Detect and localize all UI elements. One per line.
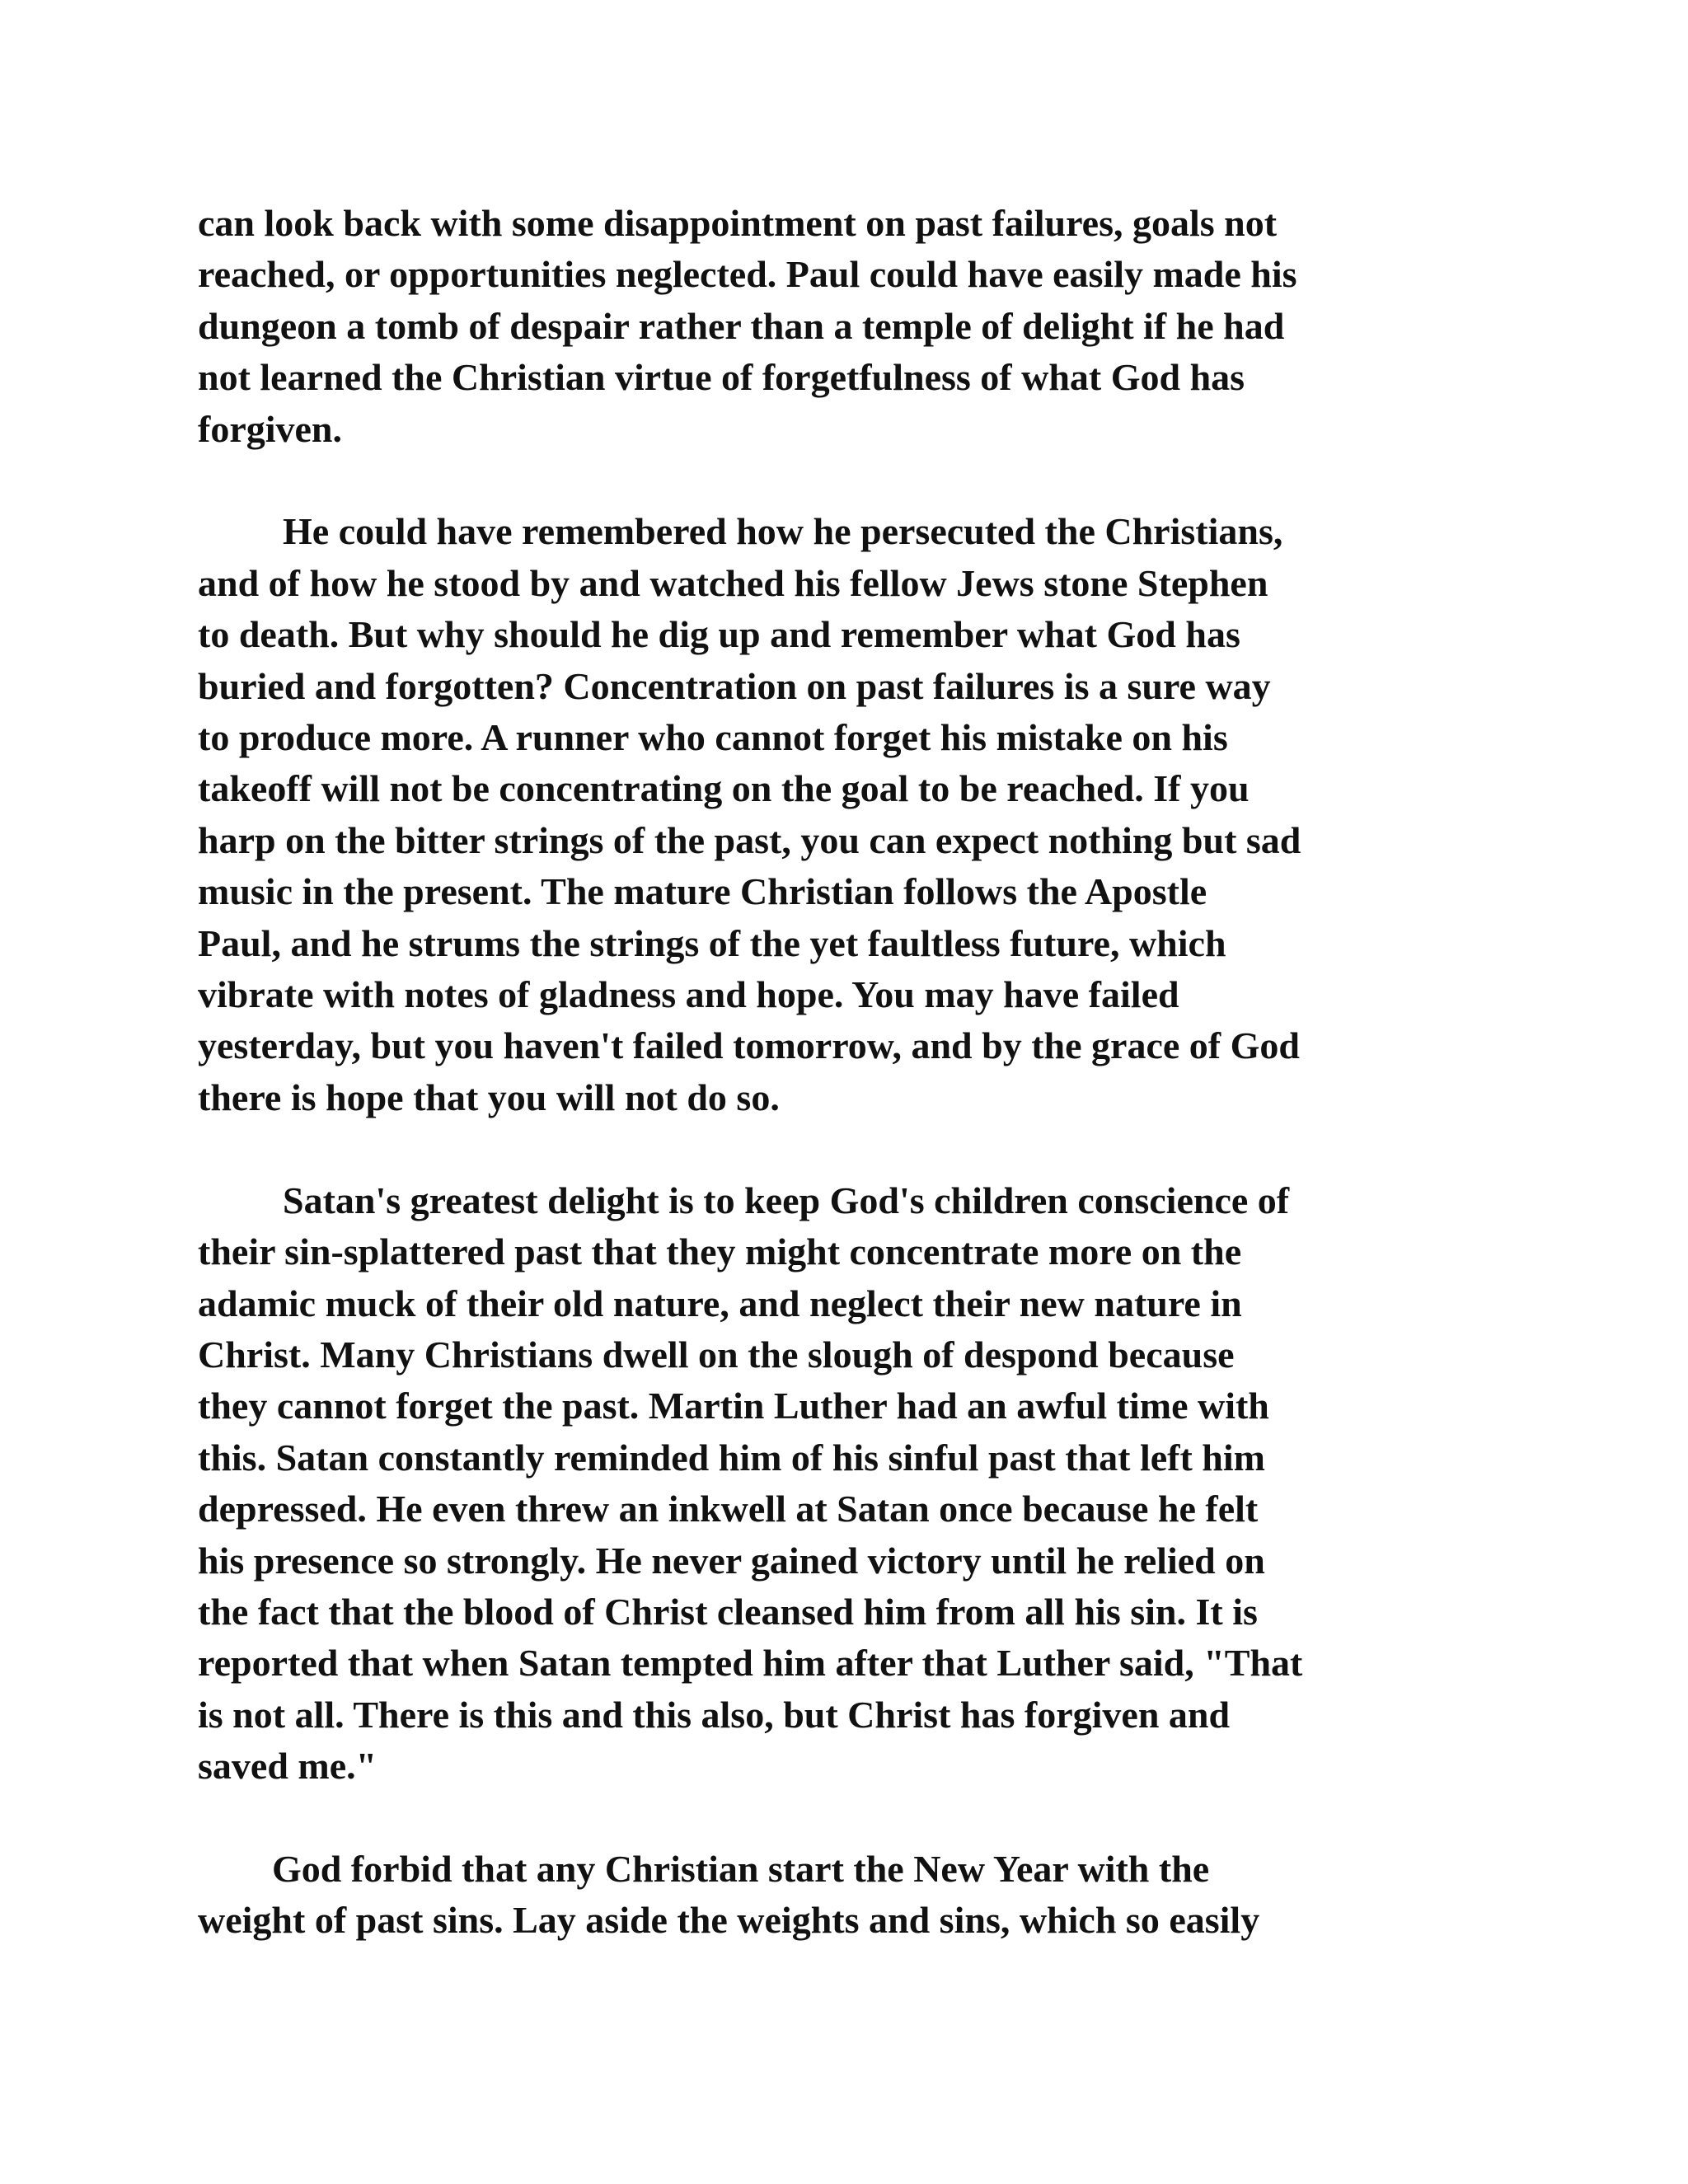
paragraph-gap bbox=[198, 1793, 1484, 1844]
text-line: weight of past sins. Lay aside the weights and sins, which so easily bbox=[198, 1899, 1260, 1942]
text-line: God forbid that any Christian start the New Year with the bbox=[272, 1847, 1210, 1890]
text-line: his presence so strongly. He never gained victory until he relied on bbox=[198, 1539, 1265, 1582]
text-line: Christ. Many Christians dwell on the slough of despond because bbox=[198, 1333, 1235, 1376]
text-line: there is hope that you will not do so. bbox=[198, 1076, 780, 1118]
text-line: not learned the Christian virtue of forgetfulness of what God has bbox=[198, 356, 1245, 399]
text-line: their sin-splattered past that they might concentrate more on the bbox=[198, 1230, 1242, 1273]
text-line: forgiven. bbox=[198, 407, 343, 450]
text-line: dungeon a tomb of despair rather than a temple of delight if he had bbox=[198, 304, 1285, 347]
paragraph-1 bbox=[198, 198, 1484, 455]
body-text bbox=[198, 198, 1484, 1947]
text-line: this. Satan constantly reminded him of his sinful past that left him bbox=[198, 1436, 1265, 1479]
paragraph-4 bbox=[198, 1844, 1484, 1947]
text-line: to produce more. A runner who cannot forget his mistake on his bbox=[198, 716, 1228, 759]
text-line: adamic muck of their old nature, and neglect their new nature in bbox=[198, 1282, 1242, 1324]
text-line: reported that when Satan tempted him after that Luther said, "That bbox=[198, 1642, 1303, 1685]
text-line: buried and forgotten? Concentration on past failures is a sure way bbox=[198, 664, 1271, 707]
paragraph-3 bbox=[198, 1175, 1484, 1793]
text-line: He could have remembered how he persecuted the Christians, bbox=[283, 510, 1283, 553]
text-line: takeoff will not be concentrating on the goal to be reached. If you bbox=[198, 767, 1250, 810]
text-line: Paul, and he strums the strings of the yet faultless future, which bbox=[198, 921, 1226, 964]
text-line: saved me." bbox=[198, 1745, 377, 1788]
text-line: to death. But why should he dig up and remember what God has bbox=[198, 613, 1240, 656]
text-line: the fact that the blood of Christ cleansed him from all his sin. It is bbox=[198, 1590, 1258, 1633]
text-line: and of how he stood by and watched his fellow Jews stone Stephen bbox=[198, 561, 1268, 604]
paragraph-2 bbox=[198, 506, 1484, 1123]
text-line: depressed. He even threw an inkwell at Satan once because he felt bbox=[198, 1488, 1259, 1530]
text-line: vibrate with notes of gladness and hope. You may have failed bbox=[198, 973, 1179, 1016]
text-line: yesterday, but you haven't failed tomorrow, and by the grace of God bbox=[198, 1024, 1300, 1067]
paragraph-gap bbox=[198, 1123, 1484, 1174]
text-line: Satan's greatest delight is to keep God's children conscience of bbox=[283, 1179, 1290, 1221]
text-line: they cannot forget the past. Martin Luther had an awful time with bbox=[198, 1385, 1269, 1427]
text-line: is not all. There is this and this also, but Christ has forgiven and bbox=[198, 1693, 1231, 1736]
text-line: can look back with some disappointment on past failures, goals not bbox=[198, 202, 1278, 244]
text-line: harp on the bitter strings of the past, you can expect nothing but sad bbox=[198, 818, 1301, 861]
text-line: music in the present. The mature Christian follows the Apostle bbox=[198, 870, 1207, 913]
paragraph-gap bbox=[198, 455, 1484, 506]
text-line: reached, or opportunities neglected. Paul could have easily made his bbox=[198, 253, 1297, 296]
